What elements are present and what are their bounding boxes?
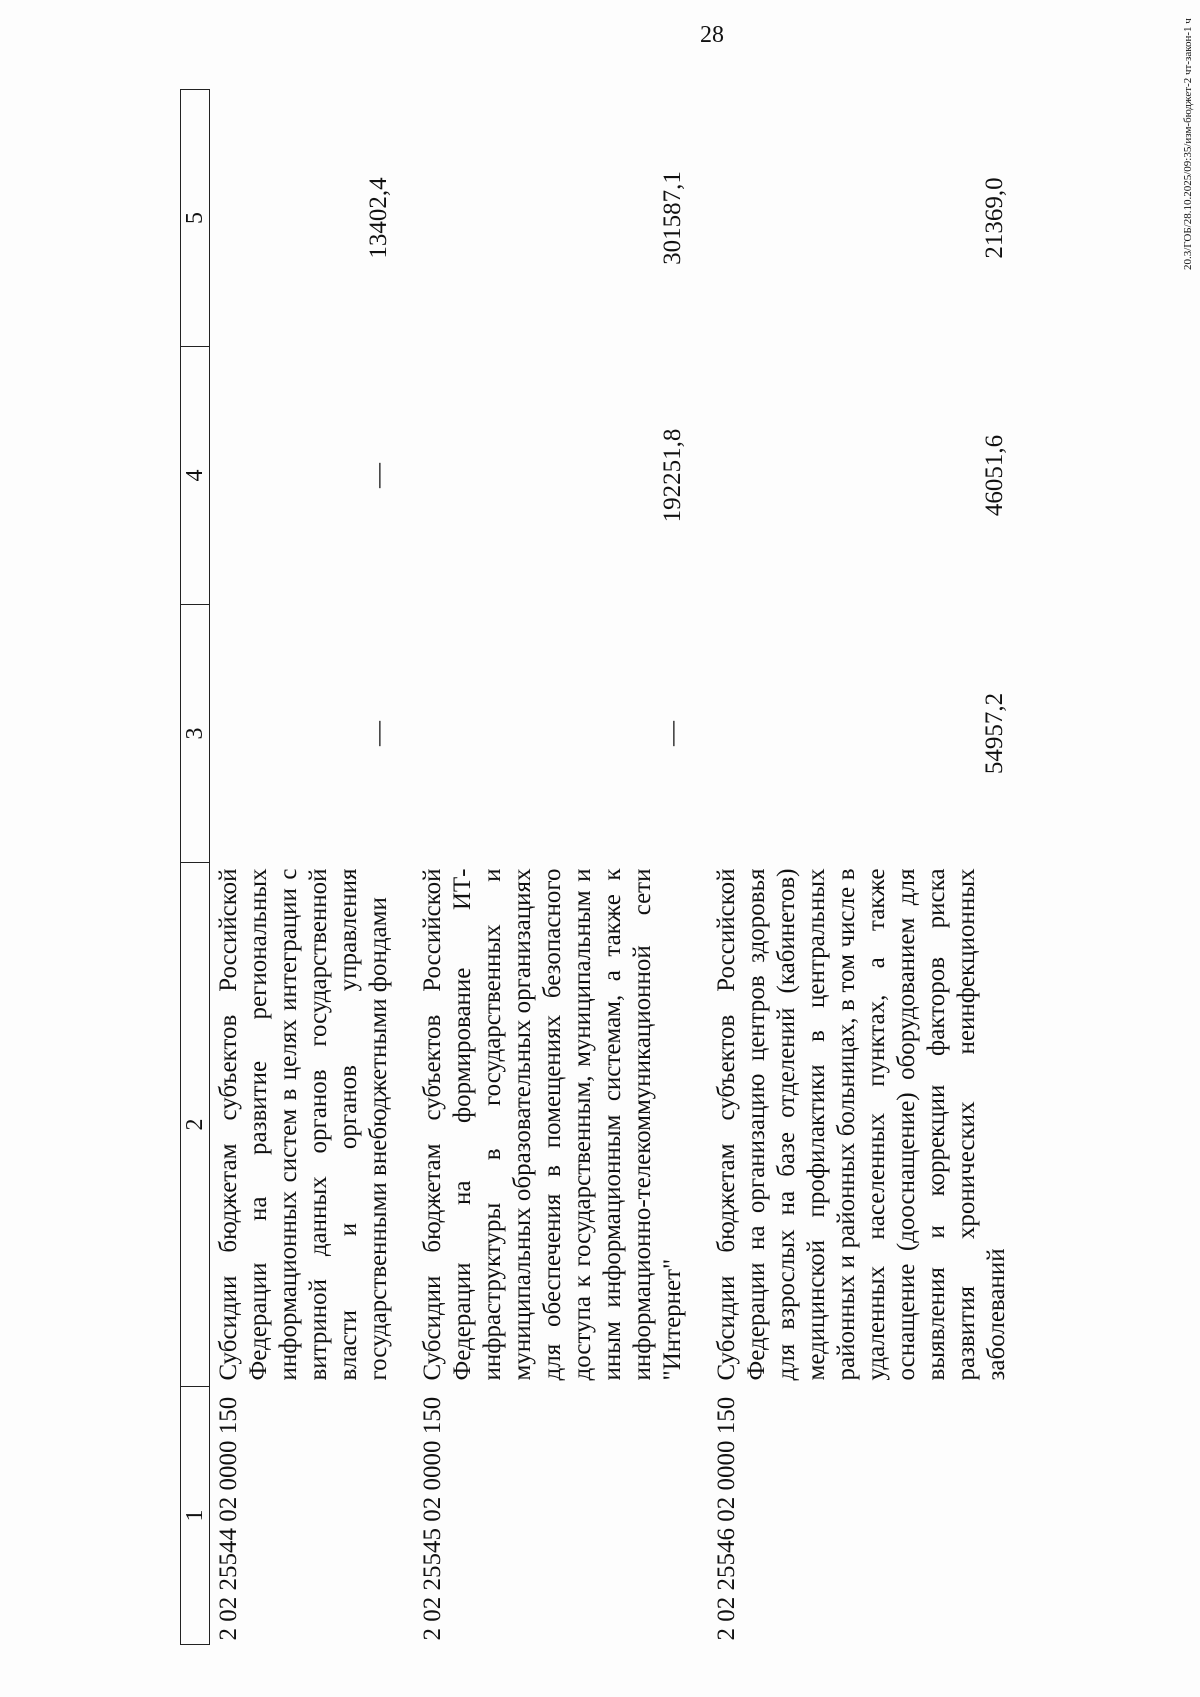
row-description: Субсидии бюджетам субъектов Российской Федерации на развитие региональных информационных систем в целях интеграции с витриной данных органов государственной власти и органов управления государственными внебюджетными фондами [215,868,392,1381]
column-header: 3 [181,605,210,863]
column-header: 5 [181,90,210,347]
page-number: 28 [700,22,724,48]
column-header: 4 [181,347,210,605]
budget-code: 2 02 25544 02 0000 150 [215,1396,242,1641]
value-col3: — [365,721,392,746]
budget-code: 2 02 25546 02 0000 150 [713,1396,740,1641]
value-col3: — [659,721,686,746]
budget-table [180,89,1032,1645]
value-col5: 301587,1 [659,171,686,265]
value-col4: — [365,463,392,488]
column-header: 1 [181,1387,210,1645]
value-col5: 21369,0 [981,177,1008,259]
table-header-row [181,90,210,1645]
value-col4: 192251,8 [659,428,686,523]
value-col4: 46051,6 [981,434,1008,517]
row-description: Субсидии бюджетам субъектов Российской Федерации на организацию центров здоровья для взрослых на базе отделений (кабинетов) медицинской профилактики в центральных районных и районных больницах, в том числе в удаленных населенных пунктах, а также оснащение (дооснащение) оборудованием для выявления и коррекции факторов риска развития хронических неинфекционных заболеваний [713,868,1010,1381]
table-row [414,90,708,1645]
budget-code: 2 02 25545 02 0000 150 [419,1396,446,1641]
value-col3: 54957,2 [981,692,1008,775]
rotated-page-content [180,85,1100,1645]
column-header: 2 [181,863,210,1387]
table-row [210,90,415,1645]
table-row [708,90,1032,1645]
row-description: Субсидии бюджетам субъектов Российской Федерации на формирование ИТ-инфраструктуры в государственных и муниципальных образовательных организациях для обеспечения в помещениях безопасного доступа к государственным, муниципальным и иным информационным системам, а также к информационно-телекоммуникационной сети "Интернет" [419,868,686,1381]
footer-stamp: 20.3/ГОБ/28.10.2025/09:35/изм-бюджет-2 чт-закон-1 ч [1182,18,1194,270]
value-col5: 13402,4 [365,177,392,259]
